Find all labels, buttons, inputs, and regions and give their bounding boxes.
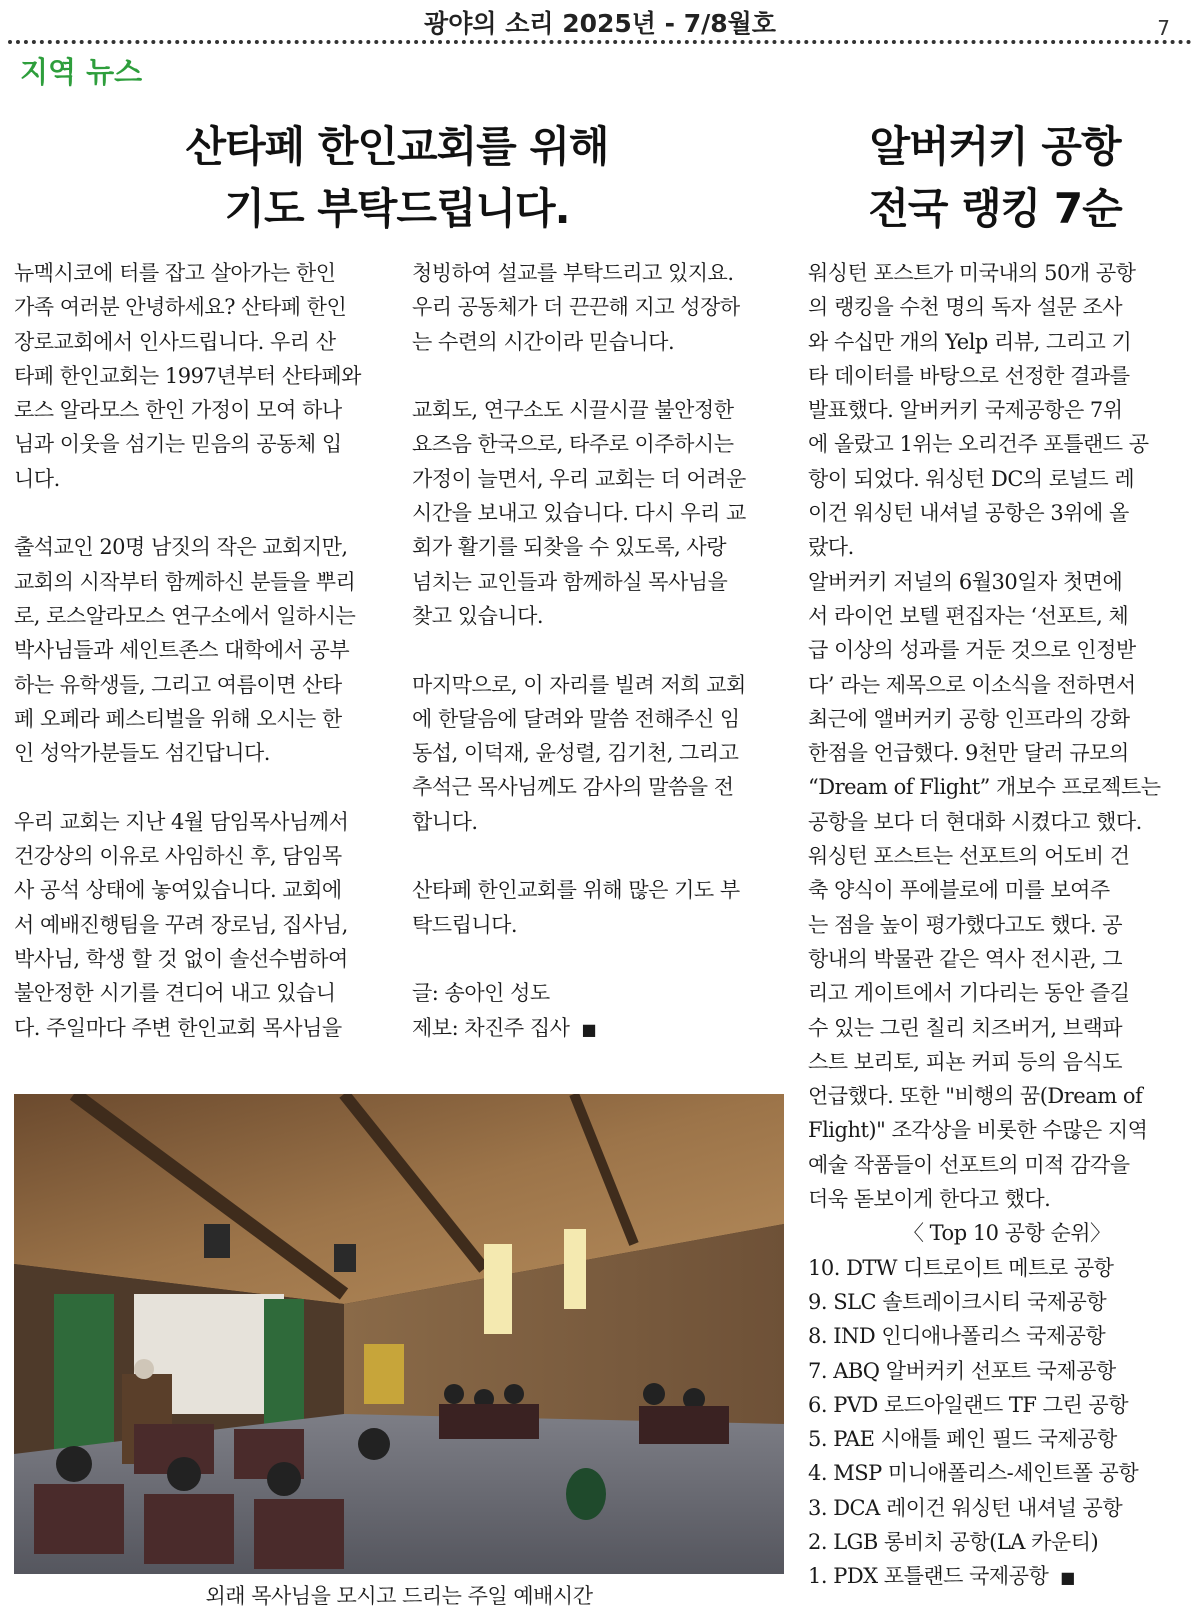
ranking-item-text: 2. LGB 롱비치 공항(LA 카운티) [808,1529,1099,1554]
ranking-item-text: 8. IND 인디애나폴리스 국제공항 [808,1324,1106,1349]
article-column [412,256,784,1081]
text-line: 추석근 목사님께도 감사의 말씀을 전 [412,775,734,800]
text-line: 항이 되었다. 워싱턴 DC의 로널드 레 [808,466,1135,491]
text-line: 탁드립니다. [412,912,518,937]
text-line [412,1011,784,1047]
ranking-item-text: 4. MSP 미니애폴리스-세인트폴 공항 [808,1461,1139,1486]
article-paragraph [808,256,1194,565]
text-line: 가정이 늘면서, 우리 교회는 더 어려운 [412,466,746,491]
text-line: 서 예배진행팀을 꾸려 장로님, 집사님, [14,912,348,937]
text-line: 급 이상의 성과를 거둔 것으로 인정받 [808,638,1136,663]
text-line: 뉴멕시코에 터를 잡고 살아가는 한인 [14,261,336,285]
text-line: 한점을 언급했다. 9천만 달러 규모의 [808,741,1129,766]
text-line: 교회의 시작부터 함께하신 분들을 뿌리 [14,569,356,594]
photo-caption: 외래 목사님을 모시고 드리는 주일 예배시간 [205,1584,593,1608]
text-line: 요즈음 한국으로, 타주로 이주하시는 [412,432,734,457]
article-paragraph [808,565,1194,1217]
ranking-item-text: 10. DTW 디트로이트 메트로 공항 [808,1255,1114,1280]
masthead: 광야의 소리 2025년 - 7/8월호 [424,9,776,38]
text-line: 의 랭킹을 수천 명의 독자 설문 조사 [808,295,1123,320]
text-line: 장로교회에서 인사드립니다. 우리 산 [14,329,336,354]
text-line: 마지막으로, 이 자리를 빌려 저희 교회 [412,672,746,697]
text-line: 시간을 보내고 있습니다. 다시 우리 교 [412,501,746,526]
text-line: 다. 주일마다 주변 한인교회 목사님을 [14,1015,342,1040]
text-line: 출석교인 20명 남짓의 작은 교회지만, [14,535,348,560]
ranking-item-text: 1. PDX 포틀랜드 국제공항 [808,1564,1049,1589]
ranking-item [808,1354,1194,1388]
end-mark-icon: ■ [1060,1568,1075,1588]
dotted-divider [8,40,1192,44]
text-line: Flight)" 조각상을 비롯한 수많은 지역 [808,1118,1148,1143]
text-line: 하는 유학생들, 그리고 여름이면 산타 [14,672,342,697]
text-line: 에 올랐고 1위는 오리건주 포틀랜드 공 [808,432,1149,457]
article-paragraph [14,805,386,1045]
article-paragraph [412,668,784,839]
text-line: 회가 활기를 되찾을 수 있도록, 사랑 [412,535,727,560]
text-line: 스트 보리토, 피뇬 커피 등의 음식도 [808,1049,1123,1074]
text-line: 랐다. [808,535,854,560]
text-line: 인 성악가분들도 섬긴답니다. [14,741,270,766]
ranking-item [808,1525,1194,1559]
ranking-item-text: 5. PAE 시애틀 페인 필드 국제공항 [808,1427,1117,1452]
text-line: 는 점을 높이 평가했다고도 했다. 공 [808,912,1123,937]
text-line: 다’ 라는 제목으로 이소식을 전하면서 [808,672,1136,697]
text-line: 에 한달음에 달려와 말씀 전해주신 임 [412,706,740,731]
text-line: 페 오페라 페스티벌을 위해 오시는 한 [14,706,342,731]
text-line: 리고 게이트에서 기다리는 동안 즐길 [808,981,1130,1006]
ranking-list [808,1251,1194,1596]
text-line: 동섭, 이덕재, 윤성렬, 김기천, 그리고 [412,741,739,766]
headline-line: 기도 부탁드립니다. [224,184,570,233]
text-line: 워싱턴 포스트가 미국내의 50개 공항 [808,261,1136,285]
ranking-item [808,1491,1194,1525]
text-line: 글: 송아인 성도 [412,981,550,1006]
text-line: 청빙하여 설교를 부탁드리고 있지요. [412,261,734,285]
text-line: 타페 한인교회는 1997년부터 산타페와 [14,363,361,388]
text-line: 축 양식이 푸에블로에 미를 보여주 [808,878,1110,903]
church-service-photo [14,1094,784,1574]
ranking-item [808,1456,1194,1490]
ranking-item [808,1319,1194,1353]
text-line: 로, 로스알라모스 연구소에서 일하시는 [14,603,356,628]
article-headline [12,116,782,240]
section-title: 지역 뉴스 [20,55,143,89]
article-column [14,256,386,1079]
ranking-item-text: 7. ABQ 알버커키 선포트 국제공항 [808,1358,1116,1383]
text-line: 이건 워싱턴 내셔널 공항은 3위에 올 [808,501,1129,526]
ranking-item [808,1251,1194,1285]
text-line: 로스 알라모스 한인 가정이 모여 하나 [14,398,342,423]
article-column [808,256,1194,1596]
page-number: 7 [1157,16,1170,40]
text-line: 워싱턴 포스트는 선포트의 어도비 건 [808,844,1130,869]
text-line: 교회도, 연구소도 시끌시끌 불안정한 [412,398,734,423]
text-line: “Dream of Flight” 개보수 프로젝트는 [808,775,1161,800]
article-paragraph [412,873,784,942]
text-line: 합니다. [412,809,478,834]
text-line: 최근에 앨버커키 공항 인프라의 강화 [808,706,1130,731]
text-line: 더욱 돋보이게 한다고 했다. [808,1187,1051,1212]
text-line: 항내의 박물관 같은 역사 전시관, 그 [808,946,1123,971]
ranking-title: 〈 Top 10 공항 순위〉 [903,1221,1111,1246]
text-line: 찾고 있습니다. [412,603,544,628]
article-paragraph [412,976,784,1047]
ranking-item [808,1388,1194,1422]
text-line: 불안정한 시기를 견디어 내고 있습니 [14,981,336,1006]
text-line: 는 수련의 시간이라 믿습니다. [412,329,675,354]
ranking-item [808,1285,1194,1319]
text-line-content: 제보: 차진주 집사 [412,1015,570,1040]
text-line: 우리 공동체가 더 끈끈해 지고 성장하 [412,295,740,320]
article-paragraph [412,256,784,359]
text-line: 님과 이웃을 섬기는 믿음의 공동체 입 [14,432,342,457]
text-line: 공항을 보다 더 현대화 시켰다고 했다. [808,809,1142,834]
text-line: 우리 교회는 지난 4월 담임목사님께서 [14,809,349,834]
text-line: 박사님, 학생 할 것 없이 솔선수범하여 [14,946,348,971]
article-paragraph [412,393,784,633]
text-line: 언급했다. 또한 "비행의 꿈(Dream of [808,1084,1143,1109]
text-line: 산타페 한인교회를 위해 많은 기도 부 [412,878,740,903]
headline-line: 산타페 한인교회를 위해 [185,122,609,171]
ranking-item-text: 3. DCA 레이건 워싱턴 내셔널 공항 [808,1495,1123,1520]
text-line: 발표했다. 알버커키 국제공항은 7위 [808,398,1123,423]
text-line: 알버커키 저널의 6월30일자 첫면에 [808,569,1123,594]
text-line: 니다. [14,466,60,491]
text-line: 수 있는 그린 칠리 치즈버거, 브랙파 [808,1015,1123,1040]
text-line: 넘치는 교인들과 함께하실 목사님을 [412,569,728,594]
article-paragraph [14,256,386,496]
ranking-item-text: 9. SLC 솔트레이크시티 국제공항 [808,1289,1107,1314]
ranking-item [808,1422,1194,1456]
text-line: 와 수십만 개의 Yelp 리뷰, 그리고 기 [808,329,1132,354]
headline-line: 알버커키 공항 [869,122,1121,171]
text-line: 박사님들과 세인트존스 대학에서 공부 [14,638,350,663]
text-line: 가족 여러분 안녕하세요? 산타페 한인 [14,295,347,320]
headline-line: 전국 랭킹 7순 [868,184,1122,233]
text-line: 사 공석 상태에 놓여있습니다. 교회에 [14,878,342,903]
article-paragraph [14,530,386,770]
ranking-item-text: 6. PVD 로드아일랜드 TF 그린 공항 [808,1392,1128,1417]
ranking-item [808,1559,1194,1595]
text-line: 서 라이언 보텔 편집자는 ‘선포트, 체 [808,603,1129,628]
text-line: 타 데이터를 바탕으로 선정한 결과를 [808,363,1130,388]
article-headline [800,116,1190,240]
text-line: 예술 작품들이 선포트의 미적 감각을 [808,1152,1130,1177]
text-line: 건강상의 이유로 사임하신 후, 담임목 [14,844,342,869]
end-mark-icon: ■ [581,1019,597,1039]
